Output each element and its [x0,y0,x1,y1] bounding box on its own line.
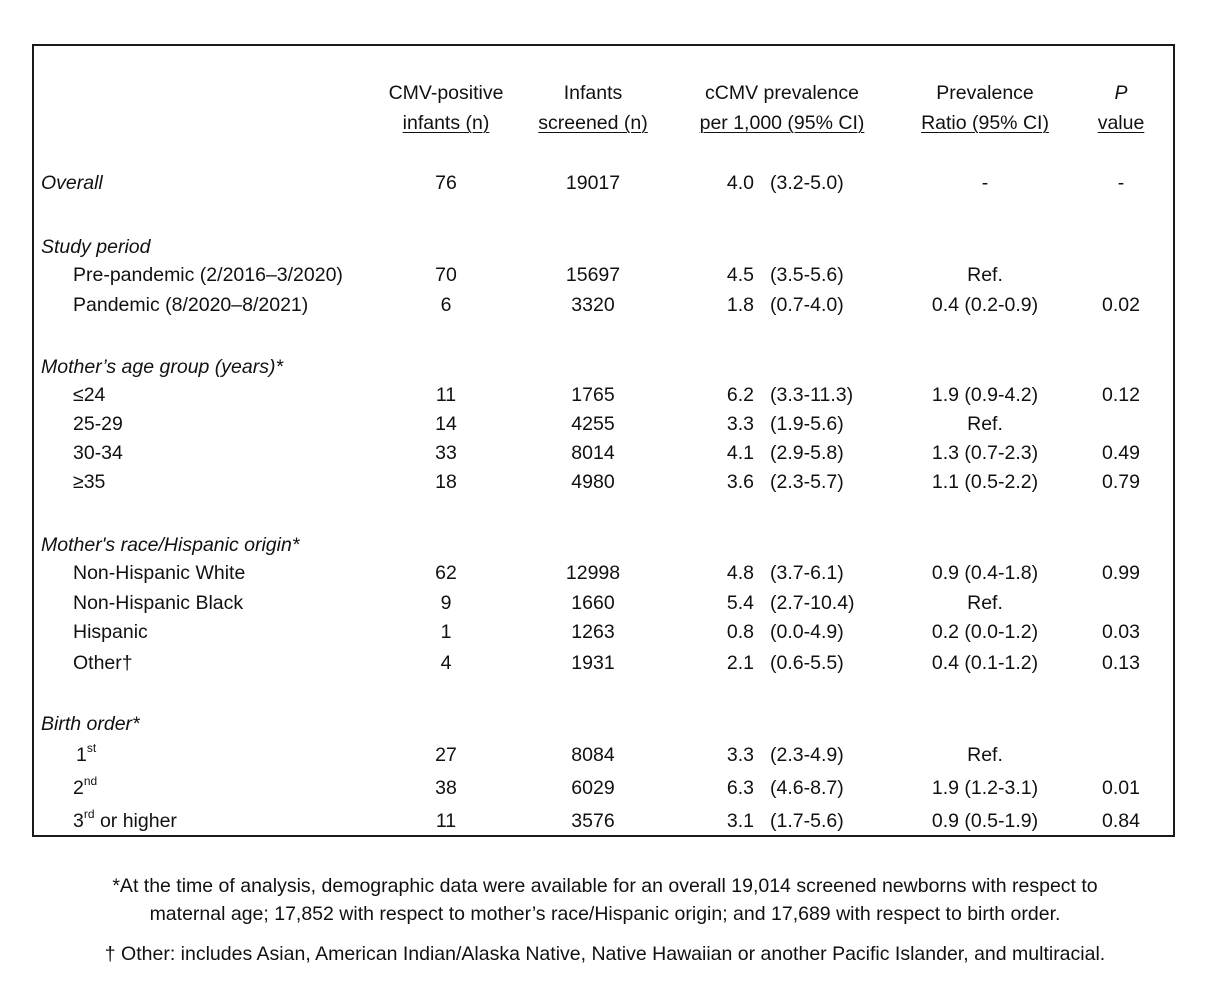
row-label-number: 2 [73,777,84,799]
cell-prevalence: 6.2 [726,384,754,406]
cell-prevalence-ci: (1.9-5.6) [770,413,844,435]
cell-prevalence-ci: (2.9-5.8) [770,442,844,464]
section-title: Birth order* [41,713,140,735]
table-row [0,648,1232,678]
cell-prevalence: 4.0 [726,172,754,194]
table-row [0,260,1232,290]
cell-prevalence-ratio: 1.1 (0.5-2.2) [931,471,1039,493]
cell-screened: 3576 [571,810,615,832]
header-prevalence-ratio [900,78,1070,138]
cell-prevalence-ratio: 1.3 (0.7-2.3) [931,442,1039,464]
cell-prevalence-ci: (3.7-6.1) [770,562,844,584]
header-p-value-line2: value [1097,112,1145,134]
table-row [0,558,1232,588]
cell-prevalence-ratio: 0.9 (0.5-1.9) [931,810,1039,832]
cell-p-value: - [1117,172,1125,194]
table-row [0,290,1232,320]
header-prevalence-line2: per 1,000 (95% CI) [699,112,865,134]
row-label: Non-Hispanic Black [73,592,244,614]
cell-cmv-positive: 14 [435,413,457,435]
row-label: ≥35 [73,471,106,493]
cell-prevalence: 2.1 [726,652,754,674]
cell-prevalence-ratio: Ref. [967,264,1003,286]
cell-prevalence: 3.6 [726,471,754,493]
cell-prevalence-ci: (4.6-8.7) [770,777,844,799]
cell-cmv-positive: 27 [435,744,457,766]
row-label: Overall [41,172,103,194]
table-row [0,409,1232,439]
cell-prevalence-ratio: 1.9 (0.9-4.2) [931,384,1039,406]
cell-prevalence-ratio: 0.9 (0.4-1.8) [931,562,1039,584]
header-prevalence-line1: cCMV prevalence [705,82,859,104]
header-infants-screened-line2: screened (n) [538,112,648,134]
cell-prevalence-ratio: Ref. [967,744,1003,766]
cell-prevalence-ratio: Ref. [967,592,1003,614]
header-cmv-positive-line2: infants (n) [402,112,490,134]
row-label: 25-29 [73,413,123,435]
cell-screened: 1765 [571,384,615,406]
header-prevalence-ratio-line1: Prevalence [936,82,1034,104]
cell-p-value: 0.03 [1102,621,1140,643]
row-label [73,773,97,803]
cell-cmv-positive: 6 [440,294,452,316]
table-row-overall [0,168,1232,198]
cell-cmv-positive: 33 [435,442,457,464]
row-label: Pandemic (8/2020–8/2021) [73,294,309,316]
header-prevalence [676,78,888,138]
cell-screened: 1931 [571,652,615,674]
cell-prevalence: 3.3 [726,744,754,766]
footnote-dagger: † Other: includes Asian, American Indian/Alaska Native, Native Hawaiian or another Pacific Islander, and multiracial. [104,943,1106,965]
row-label-number: 1 [76,744,87,766]
section-heading-birth-order [0,709,1232,739]
cell-cmv-positive: 76 [435,172,457,194]
cell-prevalence-ci: (3.3-11.3) [770,384,854,406]
table-row [0,617,1232,647]
row-label: 30-34 [73,442,123,464]
cell-prevalence-ratio: 1.9 (1.2-3.1) [931,777,1039,799]
section-title: Mother's race/Hispanic origin* [41,534,300,556]
cell-prevalence: 4.5 [726,264,754,286]
cell-prevalence: 1.8 [726,294,754,316]
cell-cmv-positive: 62 [435,562,457,584]
cell-prevalence-ratio: 0.4 (0.1-1.2) [931,652,1039,674]
cell-cmv-positive: 11 [435,810,457,832]
footnote-star-line1: *At the time of analysis, demographic data were available for an overall 19,014 screened newborns with respect to [112,875,1098,897]
cell-prevalence-ci: (0.6-5.5) [770,652,844,674]
cell-prevalence: 3.3 [726,413,754,435]
cell-screened: 8014 [571,442,615,464]
section-heading-race [0,530,1232,560]
cell-screened: 1660 [571,592,615,614]
cell-cmv-positive: 38 [435,777,457,799]
row-label: Non-Hispanic White [73,562,246,584]
header-cmv-positive-line1: CMV-positive [388,82,504,104]
cell-screened: 4980 [571,471,615,493]
cell-prevalence-ratio: 0.4 (0.2-0.9) [931,294,1039,316]
cell-prevalence-ci: (2.7-10.4) [770,592,855,614]
table-row [0,467,1232,497]
cell-screened: 6029 [571,777,615,799]
cell-prevalence: 4.1 [726,442,754,464]
table-row [0,740,1232,770]
row-label: ≤24 [73,384,106,406]
table-row [0,806,1232,836]
cell-prevalence-ci: (3.5-5.6) [770,264,844,286]
cell-cmv-positive: 1 [440,621,452,643]
cell-screened: 3320 [571,294,615,316]
row-label: Hispanic [73,621,148,643]
cell-screened: 19017 [565,172,621,194]
cell-p-value: 0.99 [1102,562,1140,584]
cell-prevalence: 5.4 [726,592,754,614]
cell-prevalence-ci: (0.0-4.9) [770,621,844,643]
cell-screened: 4255 [571,413,615,435]
row-label-suffix: nd [83,773,98,788]
cell-cmv-positive: 4 [440,652,452,674]
cell-p-value: 0.79 [1102,471,1140,493]
cell-prevalence: 4.8 [726,562,754,584]
cell-p-value: 0.02 [1102,294,1140,316]
row-label: Other† [73,652,133,674]
section-heading-age-group [0,352,1232,382]
cell-prevalence-ratio: 0.2 (0.0-1.2) [931,621,1039,643]
cell-p-value: 0.12 [1102,384,1140,406]
cell-prevalence-ci: (2.3-5.7) [770,471,844,493]
row-label [73,806,177,836]
cell-p-value: 0.49 [1102,442,1140,464]
cell-prevalence: 3.1 [726,810,754,832]
table-row [0,380,1232,410]
section-heading-study-period [0,232,1232,262]
header-infants-screened-line1: Infants [563,82,623,104]
cell-screened: 12998 [565,562,621,584]
row-label-number: 3 [73,810,84,832]
cell-p-value: 0.13 [1102,652,1140,674]
row-label: Pre-pandemic (2/2016–3/2020) [73,264,343,286]
cell-cmv-positive: 70 [435,264,457,286]
table-row [0,438,1232,468]
table-row [0,588,1232,618]
cell-cmv-positive: 18 [435,471,457,493]
cell-prevalence-ci: (0.7-4.0) [770,294,844,316]
cell-prevalence-ratio: - [981,172,989,194]
row-label-suffix: rd [83,806,95,821]
cell-prevalence-ci: (1.7-5.6) [770,810,844,832]
header-cmv-positive [370,78,522,138]
table-row [0,773,1232,803]
section-title: Mother’s age group (years)* [41,356,284,378]
header-p-value-line1: P [1114,82,1128,104]
footnote-star [0,872,1210,928]
cell-screened: 8084 [571,744,615,766]
cell-prevalence-ratio: Ref. [967,413,1003,435]
cell-screened: 15697 [565,264,621,286]
cell-prevalence: 6.3 [726,777,754,799]
footnote-star-line2: maternal age; 17,852 with respect to mother’s race/Hispanic origin; and 17,689 with respect to birth order. [149,903,1061,925]
header-p-value [1087,78,1155,138]
row-label [76,740,96,770]
row-label-rest: or higher [94,810,177,832]
cell-p-value: 0.84 [1102,810,1140,832]
section-title: Study period [41,236,151,258]
row-label-suffix: st [86,740,97,755]
cell-screened: 1263 [571,621,615,643]
cell-p-value: 0.01 [1102,777,1140,799]
header-infants-screened [523,78,663,138]
header-prevalence-ratio-line2: Ratio (95% CI) [921,112,1049,134]
cell-prevalence: 0.8 [726,621,754,643]
cell-cmv-positive: 11 [435,384,457,406]
cell-prevalence-ci: (2.3-4.9) [770,744,844,766]
cell-cmv-positive: 9 [440,592,452,614]
cell-prevalence-ci: (3.2-5.0) [770,172,844,194]
